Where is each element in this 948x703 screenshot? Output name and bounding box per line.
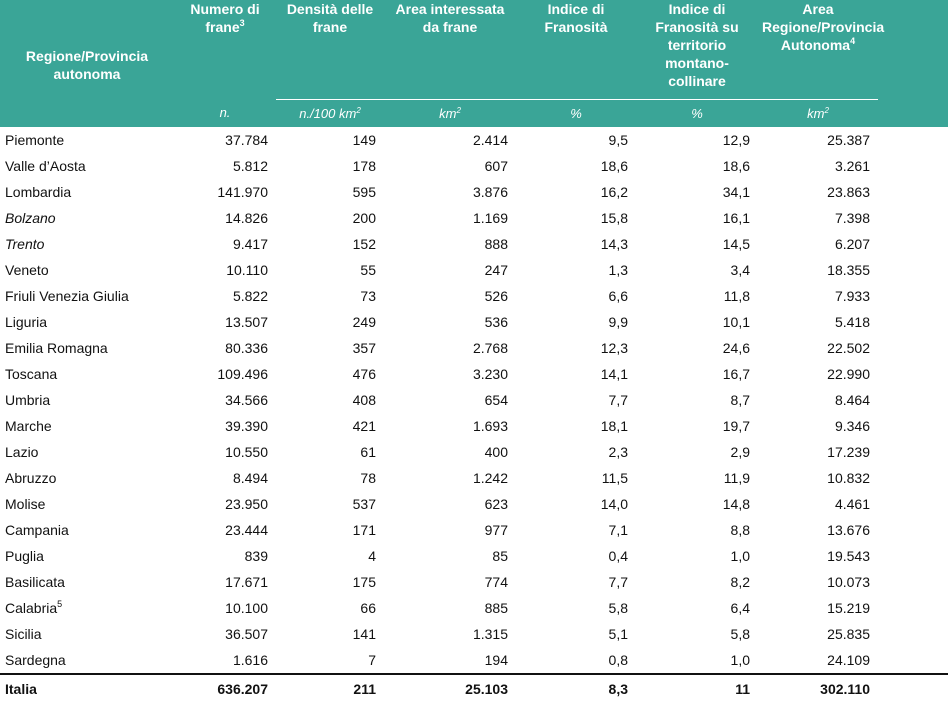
- table-row: [0, 335, 948, 361]
- region-name: Emilia Romagna: [5, 340, 108, 356]
- table-row: [0, 361, 948, 387]
- table-cell: 13.507: [225, 314, 268, 330]
- table-cell: 14,8: [722, 496, 750, 512]
- unit-label: km: [439, 105, 457, 121]
- region-name: Trento: [5, 236, 45, 252]
- unit-superscript: 2: [456, 105, 461, 115]
- unit-label: n.: [219, 105, 231, 121]
- table-cell: 8.494: [232, 470, 268, 486]
- region-name: Marche: [5, 418, 52, 434]
- table-cell: 400: [484, 444, 508, 460]
- table-cell: 141.970: [217, 184, 268, 200]
- table-row: [0, 569, 948, 595]
- region-name: Sicilia: [5, 626, 42, 642]
- column-header-indice-montano: [636, 0, 758, 100]
- region-name: Piemonte: [5, 132, 65, 148]
- table-header: [0, 0, 948, 127]
- table-cell: 7,1: [608, 522, 628, 538]
- table-cell: 1.242: [472, 470, 508, 486]
- column-header-label: Densità delle frane: [286, 1, 374, 35]
- region-name: Bolzano: [5, 210, 56, 226]
- region-name-cell: [0, 127, 174, 153]
- table-body: [0, 127, 948, 674]
- table-cell: 9,9: [608, 314, 628, 330]
- total-cell: 11: [636, 674, 758, 703]
- table-cell: 18.355: [827, 262, 870, 278]
- table-cell: 1,0: [730, 652, 750, 668]
- total-cell: 302.110: [758, 674, 878, 703]
- table-cell: 2,9: [730, 444, 750, 460]
- table-cell: 1.693: [472, 418, 508, 434]
- region-name: Umbria: [5, 392, 51, 408]
- table-row: [0, 283, 948, 309]
- table-cell: 7.398: [834, 210, 870, 226]
- region-name-cell: [0, 387, 174, 413]
- table-cell: 16,2: [600, 184, 628, 200]
- table-cell: 85: [492, 548, 508, 564]
- table-row: [0, 127, 948, 153]
- table-cell: 595: [352, 184, 376, 200]
- table-cell: 3.230: [472, 366, 508, 382]
- table-cell: 2.768: [472, 340, 508, 356]
- row-padding: [878, 205, 948, 231]
- table-row: [0, 543, 948, 569]
- table-cell: 24.109: [827, 652, 870, 668]
- table-cell: 885: [484, 600, 508, 616]
- region-name-cell: [0, 283, 174, 309]
- total-cell: 636.207: [174, 674, 276, 703]
- table-cell: 18,1: [600, 418, 628, 434]
- unit-densita-frane: [276, 100, 384, 128]
- table-cell: 22.990: [827, 366, 870, 382]
- row-padding: [878, 413, 948, 439]
- table-cell: 247: [484, 262, 508, 278]
- total-cell: 8,3: [516, 674, 636, 703]
- row-padding: [878, 621, 948, 647]
- region-name: Lazio: [5, 444, 39, 460]
- region-name: Puglia: [5, 548, 44, 564]
- table-cell: 8,2: [730, 574, 750, 590]
- table-cell: 178: [352, 158, 376, 174]
- table-cell: 18,6: [600, 158, 628, 174]
- table-cell: 141: [352, 626, 376, 642]
- table-row: [0, 465, 948, 491]
- table-cell: 12,9: [722, 132, 750, 148]
- table-cell: 1.169: [472, 210, 508, 226]
- table-cell: 6,6: [608, 288, 628, 304]
- table-cell: 10,1: [722, 314, 750, 330]
- unit-label: km: [807, 105, 825, 121]
- unit-area-regione: [758, 100, 878, 128]
- footnote-marker: 4: [850, 36, 856, 46]
- table-cell: 19.543: [827, 548, 870, 564]
- region-name: Toscana: [5, 366, 58, 382]
- row-padding: [878, 595, 948, 621]
- table-cell: 55: [360, 262, 376, 278]
- table-cell: 2.414: [472, 132, 508, 148]
- region-name-cell: [0, 179, 174, 205]
- header-padding: [878, 0, 948, 127]
- region-name: Campania: [5, 522, 69, 538]
- footnote-marker: 3: [239, 18, 245, 28]
- table-cell: 25.387: [827, 132, 870, 148]
- table-cell: 839: [244, 548, 268, 564]
- table-row: [0, 309, 948, 335]
- table-cell: 5,8: [730, 626, 750, 642]
- table-cell: 537: [352, 496, 376, 512]
- table-cell: 73: [360, 288, 376, 304]
- region-name-cell: [0, 361, 174, 387]
- table-cell: 24,6: [722, 340, 750, 356]
- table-cell: 654: [484, 392, 508, 408]
- table-cell: 66: [360, 600, 376, 616]
- table-cell: 3.261: [834, 158, 870, 174]
- region-name-cell: [0, 595, 174, 621]
- row-padding: [878, 361, 948, 387]
- table-cell: 1,0: [730, 548, 750, 564]
- table-cell: 9,5: [608, 132, 628, 148]
- table-cell: 1.315: [472, 626, 508, 642]
- region-name: Abruzzo: [5, 470, 57, 486]
- table-cell: 22.502: [827, 340, 870, 356]
- table-cell: 13.676: [827, 522, 870, 538]
- row-padding: [878, 387, 948, 413]
- table-cell: 109.496: [217, 366, 268, 382]
- table-cell: 23.950: [225, 496, 268, 512]
- total-cell: 211: [276, 674, 384, 703]
- table-row: [0, 153, 948, 179]
- column-header-label: Area interessata da frane: [395, 1, 505, 35]
- table-cell: 11,5: [601, 470, 628, 486]
- column-header-area-regione: [758, 0, 885, 100]
- table-cell: 7: [368, 652, 376, 668]
- region-name-cell: [0, 517, 174, 543]
- region-name: Molise: [5, 496, 46, 512]
- table-row: [0, 413, 948, 439]
- table-cell: 623: [484, 496, 508, 512]
- table-cell: 152: [352, 236, 376, 252]
- table-cell: 476: [352, 366, 376, 382]
- table-cell: 7.933: [834, 288, 870, 304]
- table-cell: 2,3: [608, 444, 628, 460]
- table-cell: 9.417: [232, 236, 268, 252]
- row-padding: [878, 517, 948, 543]
- table-cell: 61: [360, 444, 376, 460]
- row-padding: [878, 491, 948, 517]
- table-cell: 607: [484, 158, 508, 174]
- table-cell: 80.336: [225, 340, 268, 356]
- unit-superscript: 2: [824, 105, 829, 115]
- region-name-cell: [0, 257, 174, 283]
- total-cell: 25.103: [384, 674, 516, 703]
- region-name: Calabria: [5, 600, 58, 616]
- table-cell: 14,0: [600, 496, 628, 512]
- region-name: Sardegna: [5, 652, 66, 668]
- table-cell: 6.207: [834, 236, 870, 252]
- table-cell: 171: [352, 522, 376, 538]
- table-cell: 11,9: [723, 470, 750, 486]
- table-cell: 23.444: [225, 522, 268, 538]
- row-padding: [878, 569, 948, 595]
- table-cell: 0,4: [608, 548, 628, 564]
- table-cell: 408: [352, 392, 376, 408]
- table-cell: 1,3: [608, 262, 628, 278]
- table-cell: 5,8: [608, 600, 628, 616]
- row-padding: [878, 153, 948, 179]
- table-row: [0, 647, 948, 674]
- table-cell: 39.390: [225, 418, 268, 434]
- unit-area-frane: [384, 100, 516, 128]
- table-row: [0, 439, 948, 465]
- table-row: [0, 595, 948, 621]
- table-cell: 1.616: [232, 652, 268, 668]
- column-header-area-frane: [384, 0, 516, 100]
- table-row: [0, 491, 948, 517]
- table-cell: 14,3: [600, 236, 628, 252]
- table-cell: 5,1: [608, 626, 628, 642]
- table-cell: 14.826: [225, 210, 268, 226]
- region-name-cell: [0, 491, 174, 517]
- column-header-region: Regione/Provincia autonoma: [0, 0, 174, 127]
- table-row: [0, 517, 948, 543]
- table-cell: 10.073: [827, 574, 870, 590]
- table-cell: 8.464: [834, 392, 870, 408]
- unit-numero-frane: [174, 100, 276, 128]
- row-padding: [878, 179, 948, 205]
- table-footer: [0, 674, 948, 703]
- table-cell: 14,5: [722, 236, 750, 252]
- table-cell: 12,3: [600, 340, 628, 356]
- footnote-marker: 5: [57, 599, 63, 609]
- unit-superscript: 2: [356, 105, 361, 115]
- region-name-cell: [0, 647, 174, 674]
- table-cell: 536: [484, 314, 508, 330]
- table-cell: 17.239: [827, 444, 870, 460]
- column-header-numero-frane: [174, 0, 276, 100]
- region-name: Valle d’Aosta: [5, 158, 86, 174]
- row-padding: [878, 465, 948, 491]
- region-name-cell: [0, 621, 174, 647]
- table-cell: 18,6: [722, 158, 750, 174]
- row-padding: [878, 674, 948, 703]
- unit-label: %: [570, 105, 582, 121]
- region-name-cell: [0, 439, 174, 465]
- table-cell: 0,8: [608, 652, 628, 668]
- table-cell: 10.110: [226, 262, 268, 278]
- region-name: Friuli Venezia Giulia: [5, 288, 129, 304]
- row-padding: [878, 283, 948, 309]
- table-cell: 17.671: [225, 574, 268, 590]
- table-cell: 774: [484, 574, 508, 590]
- total-row: [0, 674, 948, 703]
- table-cell: 8,8: [730, 522, 750, 538]
- unit-indice-montano: [636, 100, 758, 128]
- table-cell: 3,4: [730, 262, 750, 278]
- row-padding: [878, 231, 948, 257]
- table-cell: 4: [368, 548, 376, 564]
- table-cell: 16,7: [722, 366, 750, 382]
- table-cell: 421: [352, 418, 376, 434]
- table-cell: 7,7: [608, 574, 628, 590]
- column-header-densita-frane: [276, 0, 384, 100]
- region-name: Veneto: [5, 262, 49, 278]
- region-name-cell: [0, 543, 174, 569]
- table-row: [0, 257, 948, 283]
- row-padding: [878, 439, 948, 465]
- region-name-cell: [0, 205, 174, 231]
- table-cell: 15.219: [827, 600, 870, 616]
- total-label: Italia: [0, 674, 174, 703]
- unit-label: n./100 km: [299, 105, 357, 121]
- unit-label: %: [691, 105, 703, 121]
- table-cell: 3.876: [472, 184, 508, 200]
- column-header-label: Indice di Franosità su territorio montano-collinare: [655, 1, 739, 89]
- table-cell: 19,7: [722, 418, 750, 434]
- table-cell: 5.822: [232, 288, 268, 304]
- region-name: Liguria: [5, 314, 48, 330]
- table-row: [0, 387, 948, 413]
- table-cell: 7,7: [608, 392, 628, 408]
- table-cell: 4.461: [834, 496, 870, 512]
- table-cell: 5.418: [834, 314, 870, 330]
- row-padding: [878, 309, 948, 335]
- table-cell: 249: [352, 314, 376, 330]
- table-cell: 23.863: [827, 184, 870, 200]
- column-header-label: Indice di Franosità: [544, 1, 608, 35]
- row-padding: [878, 543, 948, 569]
- table-row: [0, 231, 948, 257]
- row-padding: [878, 647, 948, 674]
- row-padding: [878, 257, 948, 283]
- region-name-cell: [0, 335, 174, 361]
- region-name-cell: [0, 465, 174, 491]
- row-padding: [878, 335, 948, 361]
- table-row: [0, 205, 948, 231]
- table-row: [0, 621, 948, 647]
- table-cell: 5.812: [232, 158, 268, 174]
- table-cell: 36.507: [225, 626, 268, 642]
- table-cell: 25.835: [827, 626, 870, 642]
- table-cell: 15,8: [600, 210, 628, 226]
- table-cell: 11,8: [723, 288, 750, 304]
- region-name-cell: [0, 231, 174, 257]
- row-padding: [878, 127, 948, 153]
- column-header-indice-franosita: [516, 0, 636, 100]
- table-cell: 37.784: [225, 132, 268, 148]
- table-cell: 888: [484, 236, 508, 252]
- region-name-cell: [0, 153, 174, 179]
- table-cell: 175: [352, 574, 376, 590]
- table-row: [0, 179, 948, 205]
- table-cell: 78: [360, 470, 376, 486]
- table-cell: 200: [352, 210, 376, 226]
- table-cell: 149: [352, 132, 376, 148]
- table-cell: 194: [484, 652, 508, 668]
- table-cell: 10.832: [827, 470, 870, 486]
- table-cell: 977: [484, 522, 508, 538]
- region-name-cell: [0, 569, 174, 595]
- unit-indice-franosita: [516, 100, 636, 128]
- region-name: Lombardia: [5, 184, 72, 200]
- table-cell: 6,4: [730, 600, 750, 616]
- table-cell: 9.346: [834, 418, 870, 434]
- table-cell: 8,7: [730, 392, 750, 408]
- table-cell: 357: [352, 340, 376, 356]
- table-cell: 526: [484, 288, 508, 304]
- table-cell: 10.550: [225, 444, 268, 460]
- region-name-cell: [0, 413, 174, 439]
- table-cell: 34.566: [225, 392, 268, 408]
- region-name: Basilicata: [5, 574, 65, 590]
- table-cell: 34,1: [722, 184, 750, 200]
- table-cell: 10.100: [225, 600, 268, 616]
- table-cell: 14,1: [600, 366, 628, 382]
- table-cell: 16,1: [722, 210, 750, 226]
- column-header-label: Area Regione/Provincia Autonoma: [762, 1, 885, 53]
- region-name-cell: [0, 309, 174, 335]
- column-header-label: Numero di frane: [190, 1, 260, 35]
